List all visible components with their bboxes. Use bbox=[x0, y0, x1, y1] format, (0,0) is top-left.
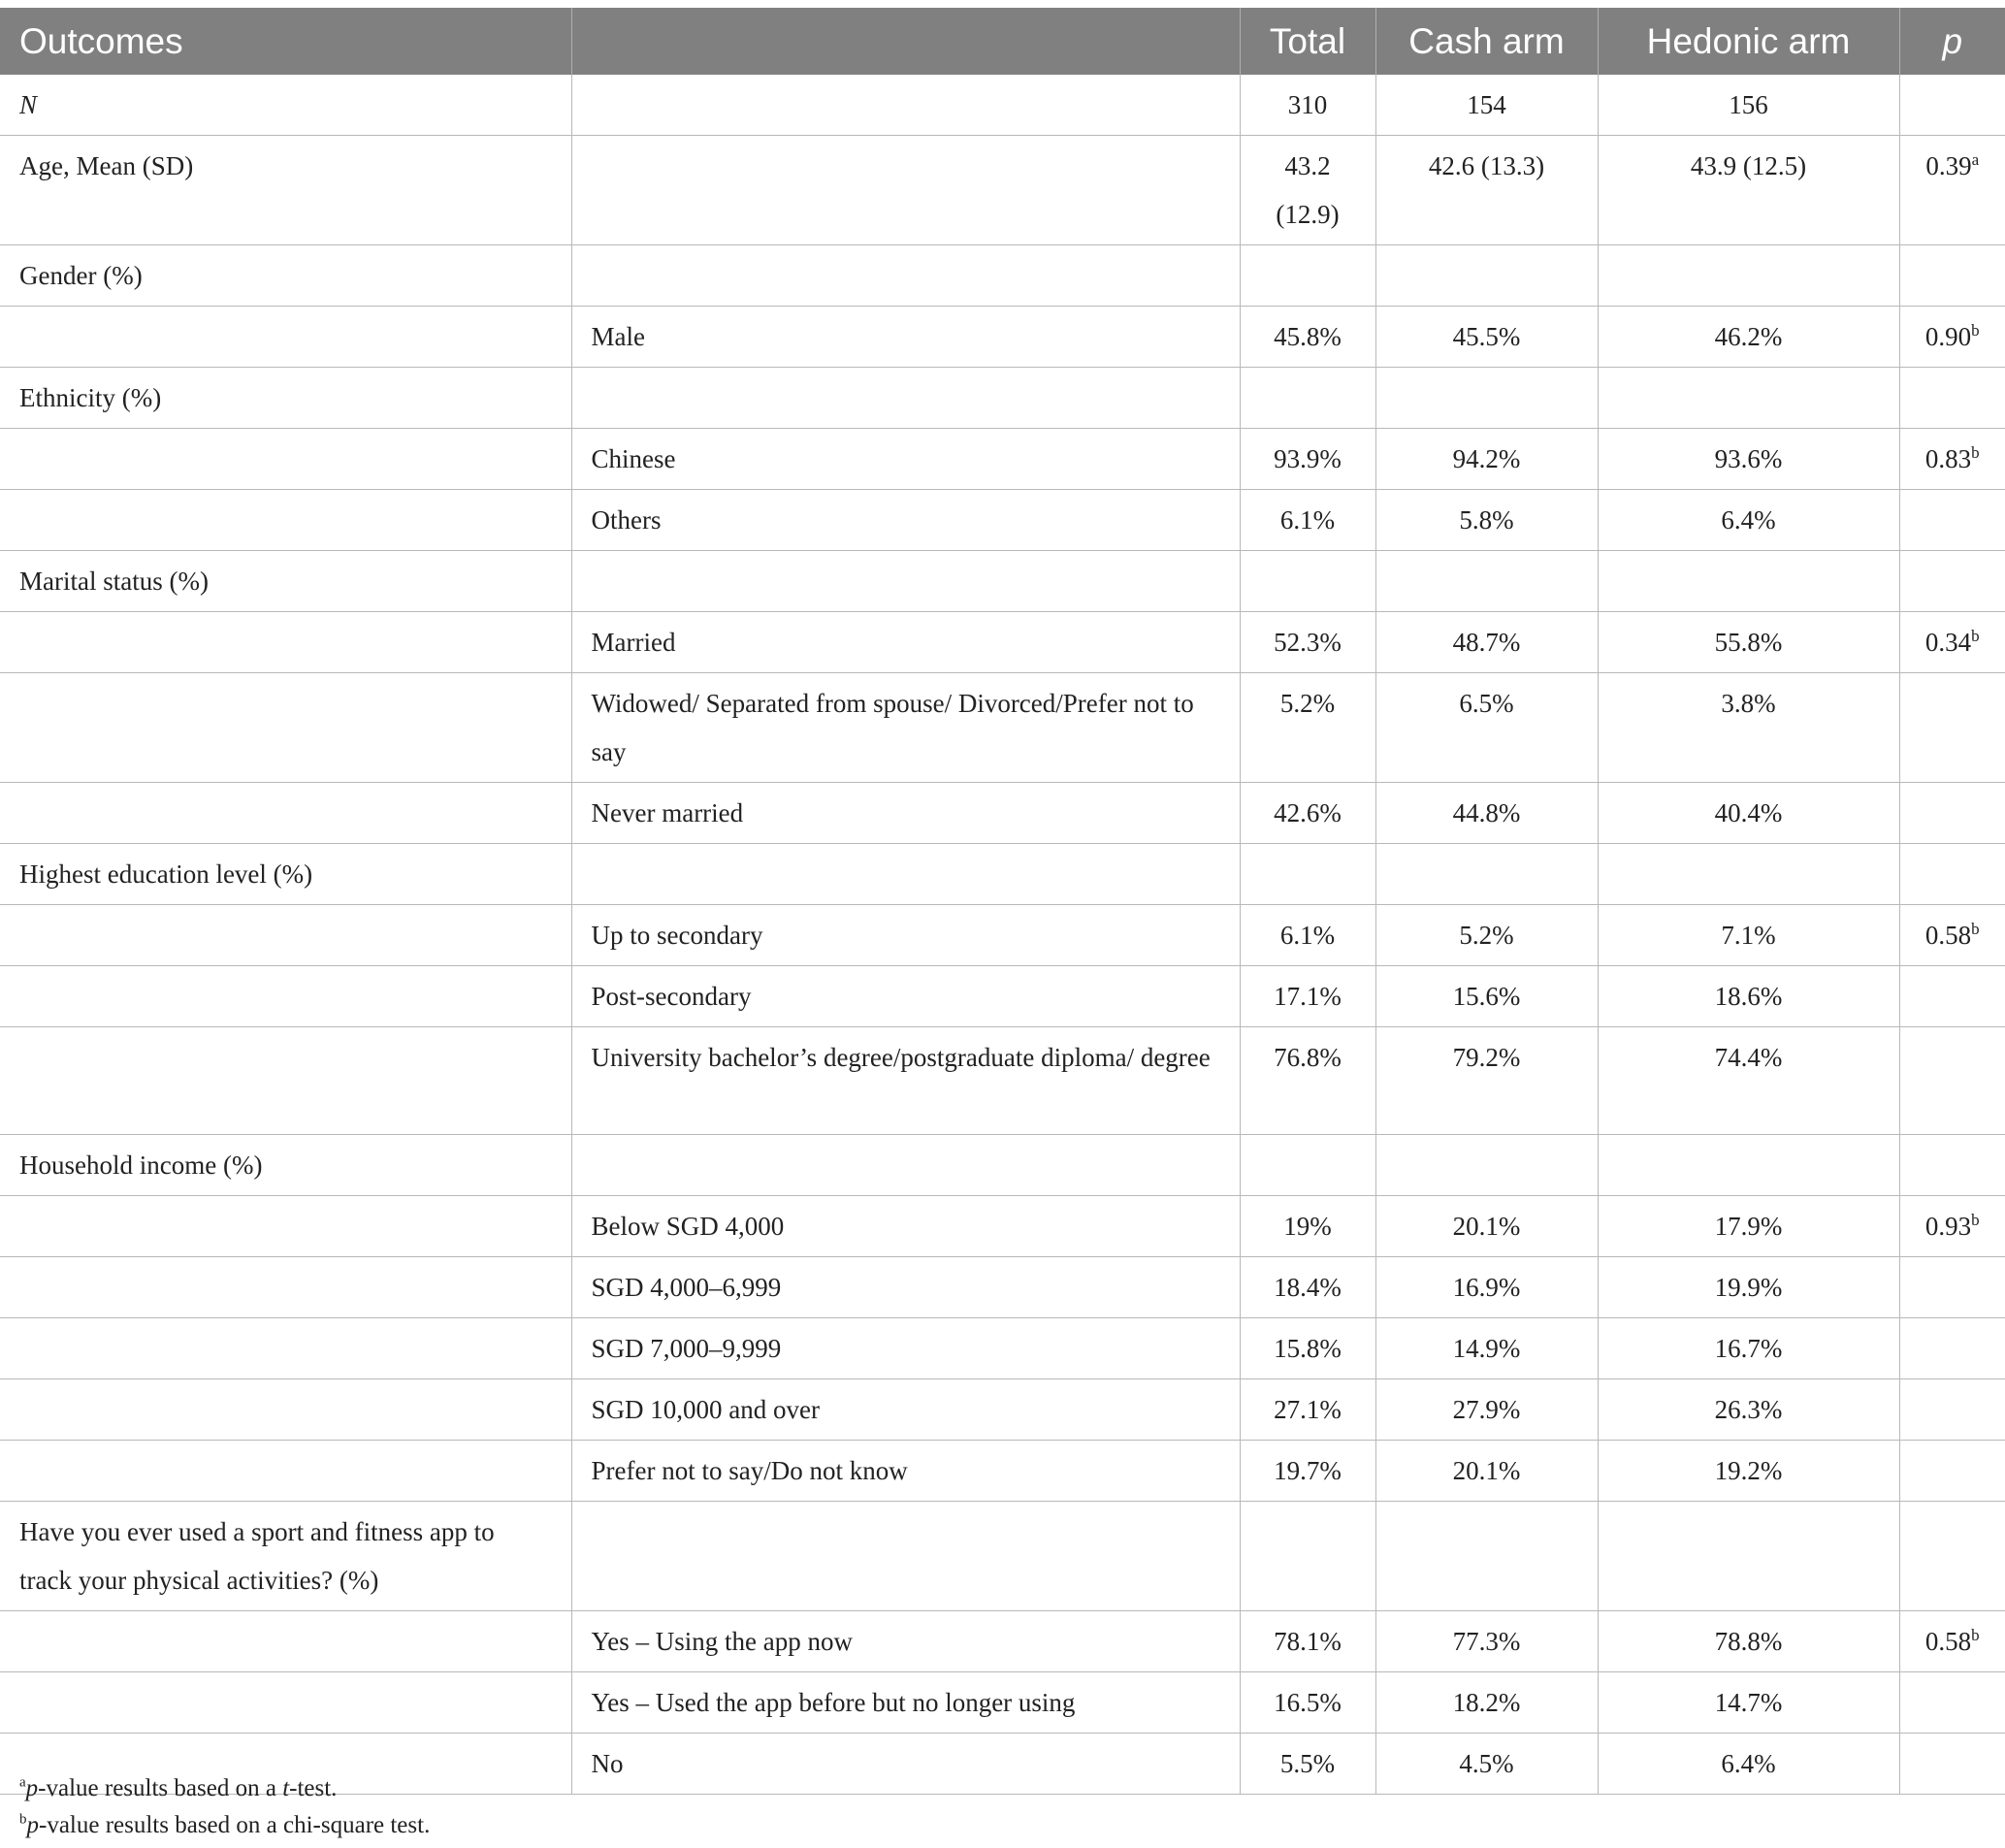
table-row bbox=[0, 551, 2005, 612]
table-row bbox=[0, 1611, 2005, 1672]
cell-p-value bbox=[1899, 673, 2005, 783]
p-value-footnote-marker: b bbox=[1971, 920, 1980, 938]
cell-cash-arm: 45.5% bbox=[1375, 307, 1598, 368]
cell-cash-arm: 4.5% bbox=[1375, 1734, 1598, 1795]
footnote-b: $^b$p-value results based on a chi-square test. bbox=[19, 1811, 431, 1838]
cell-cash-arm: 94.2% bbox=[1375, 429, 1598, 490]
cell-p-value bbox=[1899, 1318, 2005, 1379]
cell-cash-arm: 20.1% bbox=[1375, 1196, 1598, 1257]
cell-total: 42.6% bbox=[1240, 783, 1375, 844]
cell-cash-arm: 42.6 (13.3) bbox=[1375, 136, 1598, 245]
cell-subcategory: Others bbox=[571, 490, 1240, 551]
cell-subcategory bbox=[571, 1502, 1240, 1611]
cell-outcome bbox=[0, 429, 571, 490]
cell-total: 6.1% bbox=[1240, 490, 1375, 551]
cell-cash-arm: 5.2% bbox=[1375, 905, 1598, 966]
cell-outcome: Have you ever used a sport and fitness app to track your physical activities? (%) bbox=[0, 1502, 571, 1611]
header-subcategory bbox=[571, 8, 1240, 75]
cell-total bbox=[1240, 551, 1375, 612]
table-row bbox=[0, 1318, 2005, 1379]
table-row bbox=[0, 429, 2005, 490]
cell-p-value bbox=[1899, 368, 2005, 429]
cell-cash-arm: 154 bbox=[1375, 75, 1598, 136]
cell-outcome bbox=[0, 307, 571, 368]
cell-p-value bbox=[1899, 1135, 2005, 1196]
cell-p-value: 0.39$^a$ bbox=[1899, 136, 2005, 245]
cell-total: 5.2% bbox=[1240, 673, 1375, 783]
demographics-table bbox=[0, 8, 2005, 1795]
table-row bbox=[0, 783, 2005, 844]
cell-outcome bbox=[0, 1318, 571, 1379]
cell-hedonic-arm bbox=[1598, 1135, 1899, 1196]
cell-subcategory bbox=[571, 136, 1240, 245]
cell-hedonic-arm: 43.9 (12.5) bbox=[1598, 136, 1899, 245]
table-container bbox=[0, 8, 2005, 1795]
header-hedonic-arm: Hedonic arm bbox=[1598, 8, 1899, 75]
cell-outcome bbox=[0, 673, 571, 783]
table-row bbox=[0, 905, 2005, 966]
header-total: Total bbox=[1240, 8, 1375, 75]
cell-p-value bbox=[1899, 1027, 2005, 1135]
cell-hedonic-arm: 18.6% bbox=[1598, 966, 1899, 1027]
cell-p-value: 0.93$^b$ bbox=[1899, 1196, 2005, 1257]
cell-cash-arm: 16.9% bbox=[1375, 1257, 1598, 1318]
cell-subcategory: Chinese bbox=[571, 429, 1240, 490]
cell-hedonic-arm: 17.9% bbox=[1598, 1196, 1899, 1257]
cell-outcome bbox=[0, 783, 571, 844]
cell-subcategory: Married bbox=[571, 612, 1240, 673]
cell-hedonic-arm: 14.7% bbox=[1598, 1672, 1899, 1734]
cell-cash-arm: 48.7% bbox=[1375, 612, 1598, 673]
cell-p-value: 0.90$^b$ bbox=[1899, 307, 2005, 368]
cell-p-value bbox=[1899, 1672, 2005, 1734]
cell-p-value: 0.58$^b$ bbox=[1899, 1611, 2005, 1672]
cell-hedonic-arm bbox=[1598, 245, 1899, 307]
cell-outcome bbox=[0, 966, 571, 1027]
cell-outcome bbox=[0, 612, 571, 673]
cell-subcategory bbox=[571, 1135, 1240, 1196]
cell-total: 19.7% bbox=[1240, 1441, 1375, 1502]
cell-cash-arm bbox=[1375, 1135, 1598, 1196]
table-row bbox=[0, 966, 2005, 1027]
cell-p-value bbox=[1899, 1441, 2005, 1502]
cell-subcategory: University bachelor’s degree/postgraduate diploma/ degree bbox=[571, 1027, 1240, 1135]
cell-total bbox=[1240, 245, 1375, 307]
cell-p-value bbox=[1899, 783, 2005, 844]
table-row bbox=[0, 368, 2005, 429]
cell-cash-arm: 20.1% bbox=[1375, 1441, 1598, 1502]
cell-total: 52.3% bbox=[1240, 612, 1375, 673]
cell-subcategory: Never married bbox=[571, 783, 1240, 844]
cell-cash-arm bbox=[1375, 844, 1598, 905]
cell-subcategory bbox=[571, 844, 1240, 905]
cell-subcategory bbox=[571, 368, 1240, 429]
table-row bbox=[0, 612, 2005, 673]
cell-outcome bbox=[0, 1611, 571, 1672]
cell-outcome: N bbox=[0, 75, 571, 136]
cell-p-value bbox=[1899, 551, 2005, 612]
table-header-row bbox=[0, 8, 2005, 75]
cell-cash-arm: 79.2% bbox=[1375, 1027, 1598, 1135]
cell-outcome bbox=[0, 1027, 571, 1135]
table-row bbox=[0, 245, 2005, 307]
cell-outcome bbox=[0, 1196, 571, 1257]
table-row bbox=[0, 307, 2005, 368]
cell-hedonic-arm: 156 bbox=[1598, 75, 1899, 136]
cell-outcome bbox=[0, 1441, 571, 1502]
cell-cash-arm: 77.3% bbox=[1375, 1611, 1598, 1672]
p-value-footnote-marker: b bbox=[1971, 627, 1980, 645]
cell-hedonic-arm: 40.4% bbox=[1598, 783, 1899, 844]
cell-hedonic-arm: 6.4% bbox=[1598, 490, 1899, 551]
cell-total: 43.2 (12.9) bbox=[1240, 136, 1375, 245]
cell-hedonic-arm: 74.4% bbox=[1598, 1027, 1899, 1135]
cell-p-value: 0.83$^b$ bbox=[1899, 429, 2005, 490]
cell-cash-arm bbox=[1375, 551, 1598, 612]
cell-cash-arm: 15.6% bbox=[1375, 966, 1598, 1027]
cell-cash-arm bbox=[1375, 368, 1598, 429]
cell-subcategory: Widowed/ Separated from spouse/ Divorced/Prefer not to say bbox=[571, 673, 1240, 783]
p-value-footnote-marker: b bbox=[1971, 1626, 1980, 1644]
cell-outcome: Ethnicity (%) bbox=[0, 368, 571, 429]
table-row bbox=[0, 1441, 2005, 1502]
cell-cash-arm: 44.8% bbox=[1375, 783, 1598, 844]
cell-subcategory bbox=[571, 245, 1240, 307]
cell-subcategory: SGD 10,000 and over bbox=[571, 1379, 1240, 1441]
cell-p-value: 0.34$^b$ bbox=[1899, 612, 2005, 673]
p-value-footnote-marker: b bbox=[1971, 321, 1980, 340]
cell-total: 17.1% bbox=[1240, 966, 1375, 1027]
table-footnotes bbox=[19, 1770, 430, 1844]
cell-outcome: Marital status (%) bbox=[0, 551, 571, 612]
table-row bbox=[0, 1135, 2005, 1196]
cell-total: 27.1% bbox=[1240, 1379, 1375, 1441]
cell-total: 45.8% bbox=[1240, 307, 1375, 368]
cell-total: 6.1% bbox=[1240, 905, 1375, 966]
footnote-marker: b bbox=[19, 1811, 27, 1828]
cell-total bbox=[1240, 1502, 1375, 1611]
cell-cash-arm: 18.2% bbox=[1375, 1672, 1598, 1734]
cell-outcome bbox=[0, 1672, 571, 1734]
table-row bbox=[0, 490, 2005, 551]
cell-hedonic-arm: 26.3% bbox=[1598, 1379, 1899, 1441]
cell-cash-arm: 27.9% bbox=[1375, 1379, 1598, 1441]
cell-p-value bbox=[1899, 1734, 2005, 1795]
cell-total: 93.9% bbox=[1240, 429, 1375, 490]
table-row bbox=[0, 1502, 2005, 1611]
cell-p-value bbox=[1899, 966, 2005, 1027]
cell-cash-arm: 5.8% bbox=[1375, 490, 1598, 551]
cell-p-value bbox=[1899, 844, 2005, 905]
cell-total: 310 bbox=[1240, 75, 1375, 136]
cell-hedonic-arm: 6.4% bbox=[1598, 1734, 1899, 1795]
cell-subcategory: Yes – Using the app now bbox=[571, 1611, 1240, 1672]
cell-total bbox=[1240, 1135, 1375, 1196]
cell-outcome: Household income (%) bbox=[0, 1135, 571, 1196]
cell-hedonic-arm bbox=[1598, 1502, 1899, 1611]
footnote-marker: a bbox=[19, 1774, 26, 1791]
cell-total bbox=[1240, 844, 1375, 905]
cell-cash-arm: 6.5% bbox=[1375, 673, 1598, 783]
cell-subcategory: No bbox=[571, 1734, 1240, 1795]
cell-total bbox=[1240, 368, 1375, 429]
table-row bbox=[0, 1672, 2005, 1734]
cell-hedonic-arm bbox=[1598, 844, 1899, 905]
cell-hedonic-arm: 46.2% bbox=[1598, 307, 1899, 368]
cell-hedonic-arm: 3.8% bbox=[1598, 673, 1899, 783]
header-p-value: p bbox=[1899, 8, 2005, 75]
p-value-footnote-marker: b bbox=[1971, 443, 1980, 462]
cell-total: 78.1% bbox=[1240, 1611, 1375, 1672]
cell-outcome: Gender (%) bbox=[0, 245, 571, 307]
cell-total: 15.8% bbox=[1240, 1318, 1375, 1379]
cell-p-value bbox=[1899, 1502, 2005, 1611]
table-row bbox=[0, 1379, 2005, 1441]
cell-p-value bbox=[1899, 75, 2005, 136]
cell-subcategory: Up to secondary bbox=[571, 905, 1240, 966]
p-value-footnote-marker: a bbox=[1971, 150, 1980, 169]
cell-outcome bbox=[0, 905, 571, 966]
cell-total: 18.4% bbox=[1240, 1257, 1375, 1318]
cell-subcategory: Prefer not to say/Do not know bbox=[571, 1441, 1240, 1502]
cell-hedonic-arm: 7.1% bbox=[1598, 905, 1899, 966]
cell-outcome bbox=[0, 490, 571, 551]
cell-subcategory: Post-secondary bbox=[571, 966, 1240, 1027]
cell-p-value bbox=[1899, 490, 2005, 551]
cell-outcome: Highest education level (%) bbox=[0, 844, 571, 905]
cell-hedonic-arm: 55.8% bbox=[1598, 612, 1899, 673]
cell-subcategory bbox=[571, 75, 1240, 136]
cell-p-value bbox=[1899, 1257, 2005, 1318]
table-row bbox=[0, 136, 2005, 245]
table-body bbox=[0, 75, 2005, 1795]
table-row bbox=[0, 1027, 2005, 1135]
header-outcomes: Outcomes bbox=[19, 20, 183, 61]
p-value-footnote-marker: b bbox=[1971, 1211, 1980, 1229]
cell-outcome: Age, Mean (SD) bbox=[0, 136, 571, 245]
table-row bbox=[0, 75, 2005, 136]
cell-subcategory: Yes – Used the app before but no longer using bbox=[571, 1672, 1240, 1734]
cell-subcategory: Male bbox=[571, 307, 1240, 368]
cell-cash-arm bbox=[1375, 245, 1598, 307]
cell-p-value bbox=[1899, 1379, 2005, 1441]
table-row bbox=[0, 844, 2005, 905]
cell-hedonic-arm: 78.8% bbox=[1598, 1611, 1899, 1672]
cell-total: 76.8% bbox=[1240, 1027, 1375, 1135]
cell-outcome bbox=[0, 1379, 571, 1441]
cell-total: 16.5% bbox=[1240, 1672, 1375, 1734]
cell-subcategory: SGD 4,000–6,999 bbox=[571, 1257, 1240, 1318]
footnote-a: $^a$p-value results based on a t-test. bbox=[19, 1774, 338, 1801]
cell-hedonic-arm: 19.9% bbox=[1598, 1257, 1899, 1318]
table-row bbox=[0, 1257, 2005, 1318]
cell-hedonic-arm: 19.2% bbox=[1598, 1441, 1899, 1502]
cell-total: 19% bbox=[1240, 1196, 1375, 1257]
cell-subcategory: SGD 7,000–9,999 bbox=[571, 1318, 1240, 1379]
cell-cash-arm: 14.9% bbox=[1375, 1318, 1598, 1379]
cell-outcome bbox=[0, 1257, 571, 1318]
cell-total: 5.5% bbox=[1240, 1734, 1375, 1795]
header-cash-arm: Cash arm bbox=[1375, 8, 1598, 75]
cell-hedonic-arm: 93.6% bbox=[1598, 429, 1899, 490]
cell-subcategory: Below SGD 4,000 bbox=[571, 1196, 1240, 1257]
cell-p-value bbox=[1899, 245, 2005, 307]
cell-hedonic-arm: 16.7% bbox=[1598, 1318, 1899, 1379]
cell-hedonic-arm bbox=[1598, 368, 1899, 429]
table-row bbox=[0, 673, 2005, 783]
cell-p-value: 0.58$^b$ bbox=[1899, 905, 2005, 966]
cell-hedonic-arm bbox=[1598, 551, 1899, 612]
cell-subcategory bbox=[571, 551, 1240, 612]
table-row bbox=[0, 1196, 2005, 1257]
cell-cash-arm bbox=[1375, 1502, 1598, 1611]
